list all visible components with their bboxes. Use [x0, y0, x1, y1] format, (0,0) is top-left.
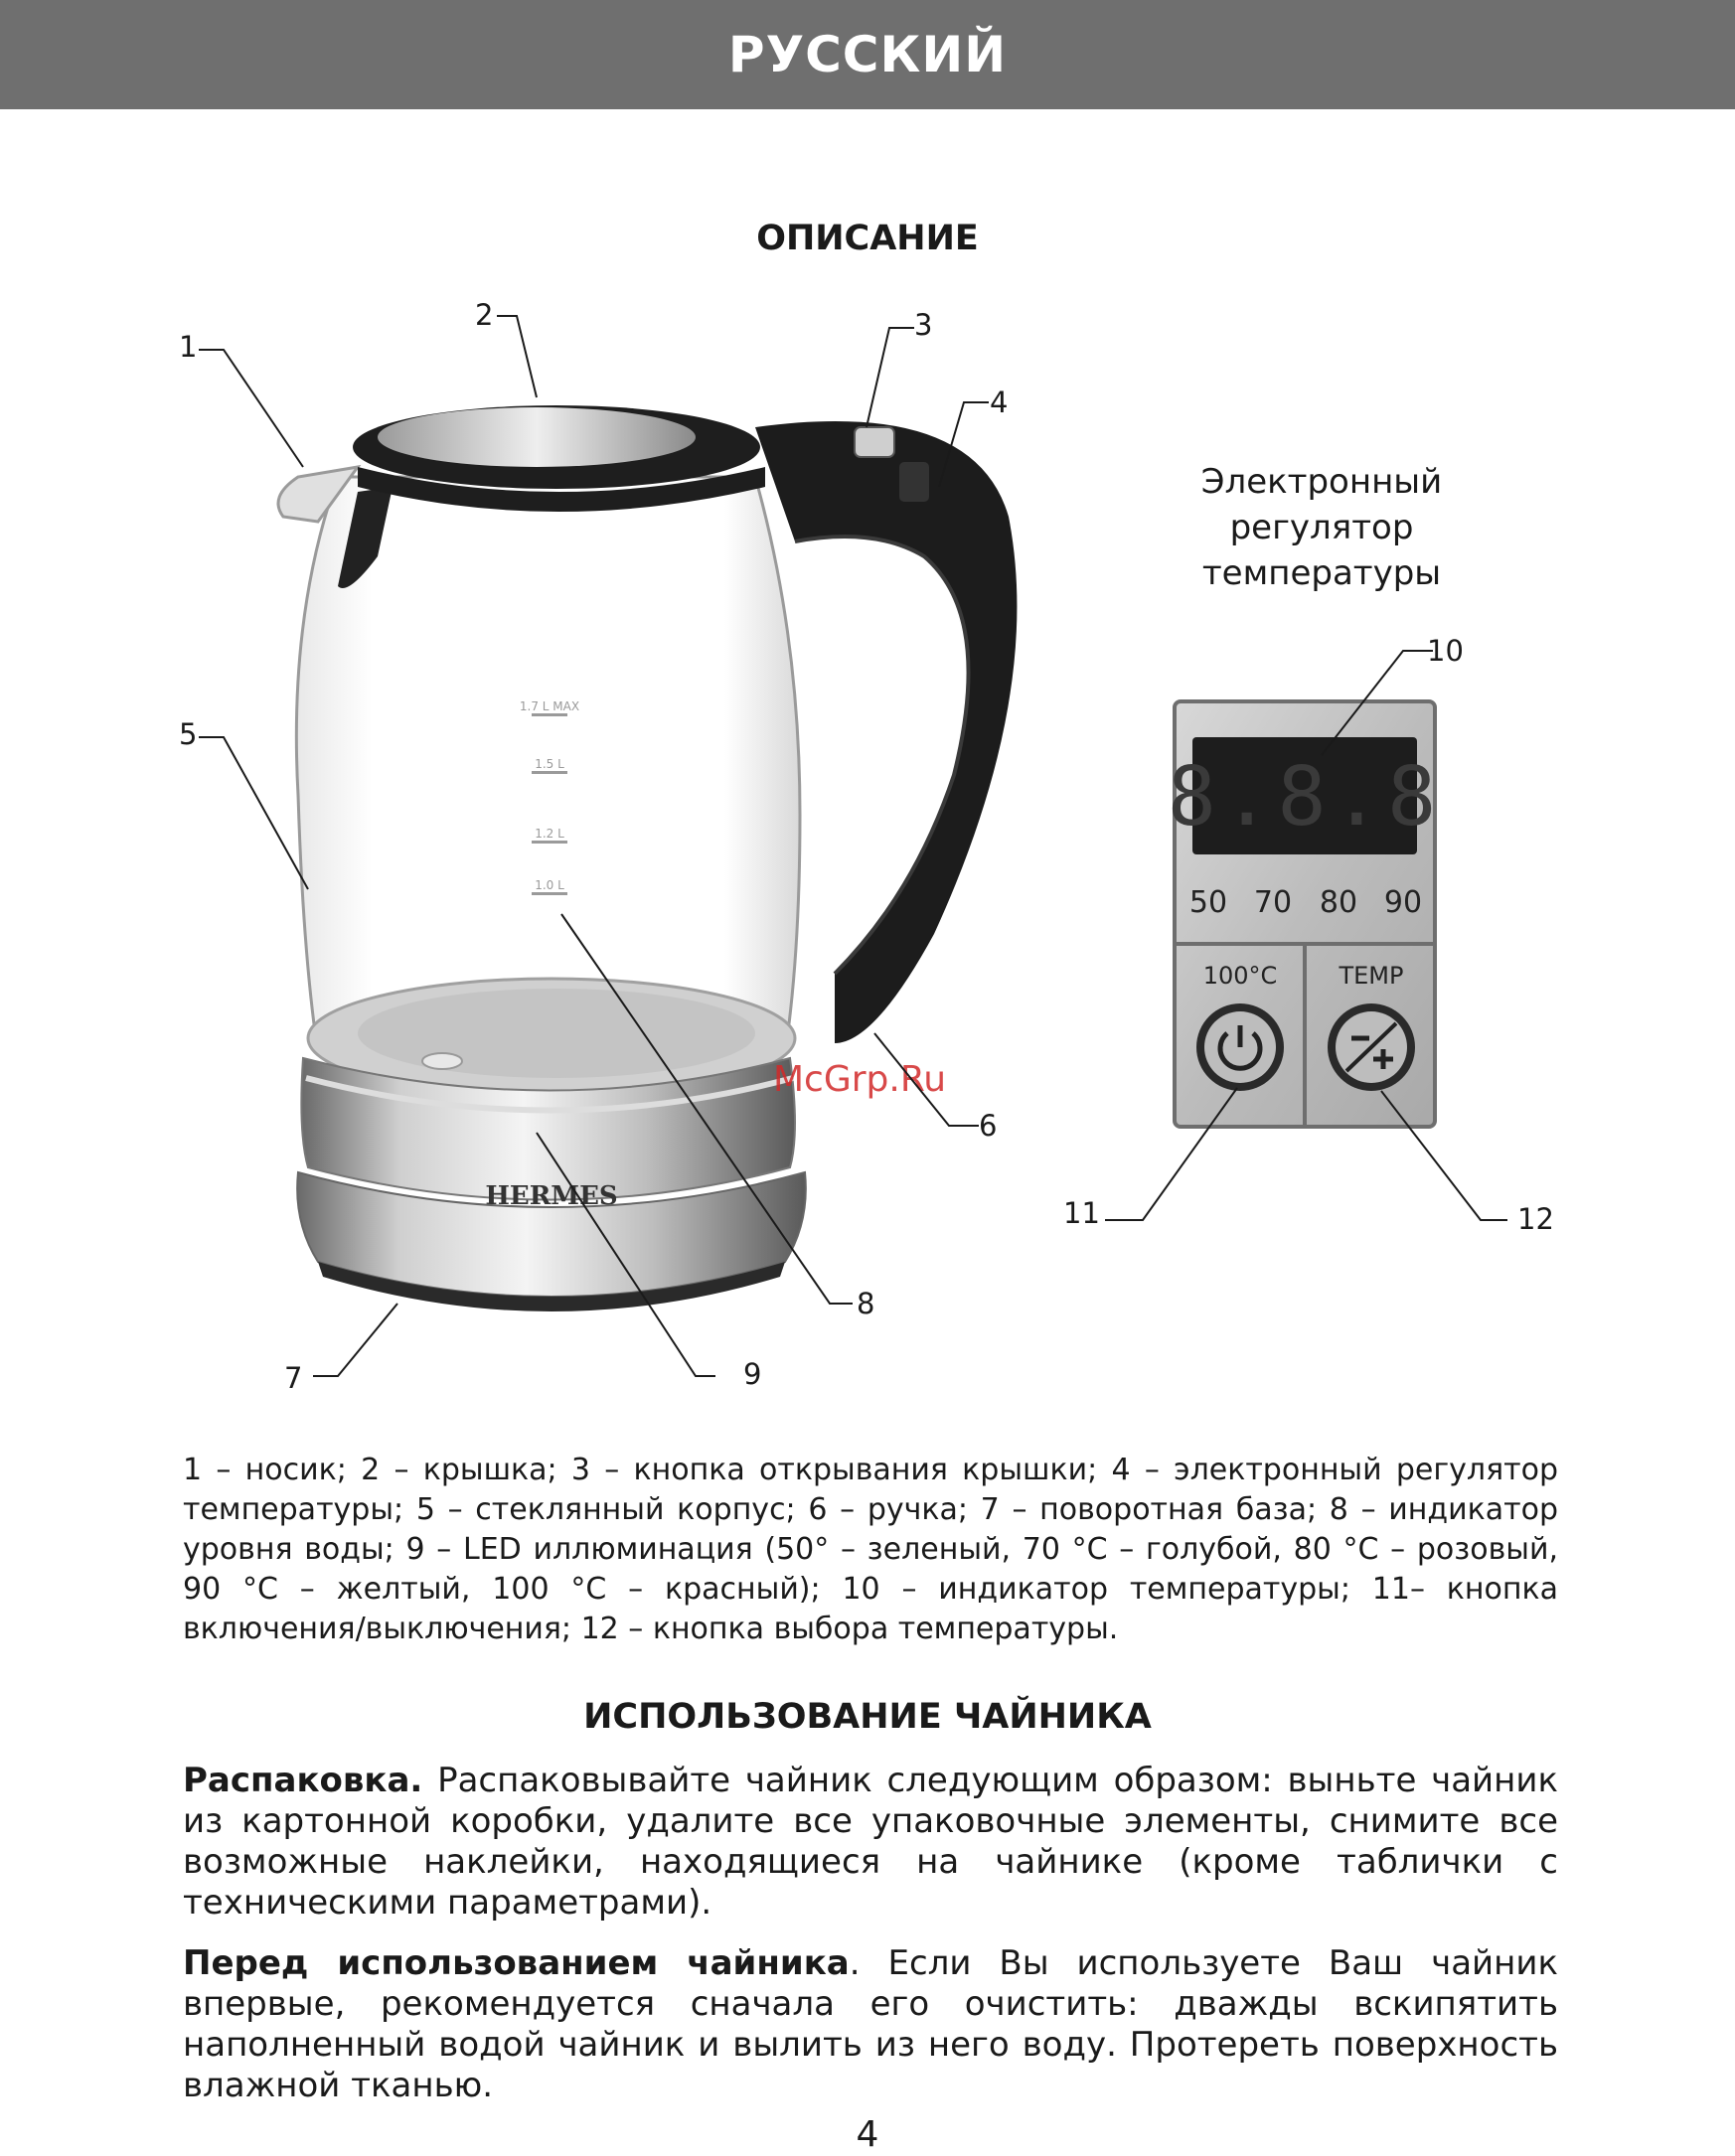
callout-7: 7 — [284, 1361, 303, 1395]
callout-12: 12 — [1517, 1202, 1554, 1236]
callout-10: 10 — [1427, 634, 1464, 668]
parts-legend: 1 – носик; 2 – крышка; 3 – кнопка открывания крышки; 4 – электронный регулятор температуры; 5 – стеклянный корпус; 6 – ручка; 7 – поворотная база; 8 – индикатор уровня воды; 9 – LED иллюминация (50° – зеленый, 70 °С – голубой, 80 °С – розовый, 90 °С – желтый, 100 °С – красный); 10 – индикатор температуры; 11– кнопка включения/выключения; 12 – кнопка выбора температуры. — [183, 1453, 1558, 1646]
scale-mark-1-0: 1.0 L — [535, 878, 564, 892]
unpacking-paragraph — [183, 1761, 1558, 1924]
unpacking-text: Распаковывайте чайник следующим образом: выньте чайник из картонной коробки, удалите все упаковочные элементы, снимите все возможные наклейки, находящиеся на чайнике (кроме таблички с техническими параметрами). — [183, 1761, 1558, 1923]
brand-logo: HERMES — [485, 1181, 618, 1211]
scale-mark-max: 1.7 L MAX — [519, 699, 580, 713]
btn-100-label: 100°C — [1202, 962, 1278, 990]
usage-title: ИСПОЛЬЗОВАНИЕ ЧАЙНИКА — [583, 1697, 1152, 1737]
before-use-paragraph — [183, 1943, 1558, 2106]
btn-temp-label: TEMP — [1339, 962, 1404, 990]
temp-label-50: 50 — [1188, 885, 1228, 920]
power-button[interactable] — [1196, 1003, 1284, 1091]
panel-caption — [1143, 459, 1500, 596]
temp-regulator-strip — [899, 462, 929, 502]
panel-caption-line-3: температуры — [1201, 553, 1442, 593]
callout-2: 2 — [475, 298, 494, 332]
panel-caption-line-1: Электронный — [1200, 462, 1443, 502]
watermark: McGrp.Ru — [772, 1059, 947, 1100]
page-number: 4 — [856, 2114, 879, 2155]
before-use-text: . Если Вы используете Ваш чайник впервые, рекомендуется сначала его очистить: дважды вскипятить наполненный водой чайник и вылить из него воду. Протереть поверхность влажной тканью. — [183, 1943, 1558, 2105]
callout-4: 4 — [990, 385, 1009, 419]
panel-caption-line-2: регулятор — [1229, 508, 1414, 547]
callout-9: 9 — [743, 1357, 762, 1391]
lid-open-button — [855, 427, 894, 457]
callout-6: 6 — [979, 1109, 998, 1143]
description-title: ОПИСАНИЕ — [756, 219, 979, 258]
temp-select-button[interactable] — [1328, 1003, 1415, 1091]
display-digits: 8.8.8 — [1167, 750, 1443, 845]
temp-label-90: 90 — [1383, 885, 1423, 920]
callout-3: 3 — [914, 308, 933, 342]
callout-8: 8 — [857, 1287, 875, 1320]
unpacking-heading: Распаковка. — [183, 1761, 423, 1800]
scale-mark-1-2: 1.2 L — [535, 827, 564, 841]
callout-1: 1 — [179, 330, 198, 364]
temp-label-80: 80 — [1319, 885, 1358, 920]
language-label: РУССКИЙ — [727, 26, 1008, 83]
scale-mark-1-5: 1.5 L — [535, 757, 564, 771]
callout-5: 5 — [179, 717, 198, 751]
before-use-heading: Перед использованием чайника — [183, 1943, 850, 1983]
callout-11: 11 — [1063, 1196, 1100, 1230]
temp-label-70: 70 — [1253, 885, 1293, 920]
